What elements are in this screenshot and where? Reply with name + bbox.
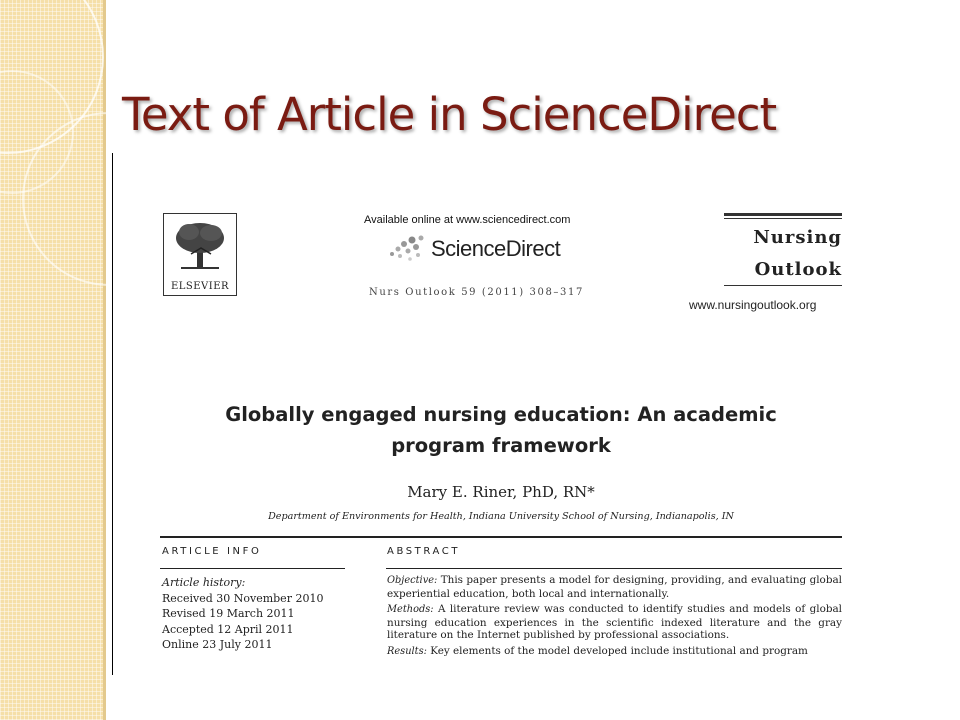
abstract-label: Methods:	[387, 604, 434, 616]
history-item: Revised 19 March 2011	[162, 607, 295, 621]
article-screenshot	[160, 205, 842, 675]
logo-rule	[724, 218, 842, 219]
elsevier-label: ELSEVIER	[170, 281, 230, 292]
journal-name-line2: Outlook	[754, 259, 842, 280]
abstract-text: A literature review was conducted to identify studies and models of global nursing education experiences in the scientific indexed literature and the gray literature on the Internet published by professional associations.	[387, 603, 842, 642]
logo-rule	[724, 213, 842, 216]
abstract-text: Key elements of the model developed include institutional and program	[426, 644, 808, 657]
abstract-body	[387, 574, 842, 662]
journal-citation: Nurs Outlook 59 (2011) 308–317	[369, 287, 584, 298]
section-rule	[160, 568, 345, 569]
history-item: Accepted 12 April 2011	[162, 622, 294, 636]
abstract-paragraph	[387, 645, 842, 659]
header-divider	[160, 536, 842, 538]
article-author: Mary E. Riner, PhD, RN*	[407, 483, 595, 501]
abstract-text: This paper presents a model for designing, providing, and evaluating global experiential education, both local and internationally.	[387, 574, 842, 600]
vertical-divider	[112, 153, 113, 675]
available-online-text: Available online at www.sciencedirect.com	[364, 214, 571, 226]
journal-url: www.nursingoutlook.org	[689, 298, 817, 312]
journal-name-line1: Nursing	[753, 227, 842, 248]
author-affiliation: Department of Environments for Health, Indiana University School of Nursing, Indianapolis, IN	[268, 511, 734, 522]
nursing-outlook-logo	[724, 213, 842, 286]
elsevier-logo	[163, 213, 237, 296]
history-item: Online 23 July 2011	[162, 638, 273, 652]
abstract-paragraph	[387, 603, 842, 642]
slide-title: Text of Article in ScienceDirect	[122, 88, 777, 141]
history-item: Received 30 November 2010	[162, 591, 324, 605]
abstract-label: Results:	[387, 645, 427, 657]
decorative-sidebar	[0, 0, 106, 720]
article-info-heading: ARTICLE INFO	[162, 546, 262, 557]
sciencedirect-name: ScienceDirect	[431, 236, 561, 261]
article-title	[160, 399, 842, 461]
abstract-label: Objective:	[387, 575, 438, 586]
history-label: Article history:	[162, 576, 246, 589]
sciencedirect-dots-icon	[386, 232, 428, 262]
abstract-paragraph	[387, 574, 842, 600]
abstract-heading: ABSTRACT	[387, 546, 461, 557]
section-rule	[386, 568, 842, 569]
article-title-line1: Globally engaged nursing education: An academic	[225, 403, 777, 426]
logo-rule	[724, 285, 842, 286]
tree-icon	[171, 218, 229, 272]
article-title-line2: program framework	[391, 434, 611, 457]
article-history	[162, 575, 323, 653]
